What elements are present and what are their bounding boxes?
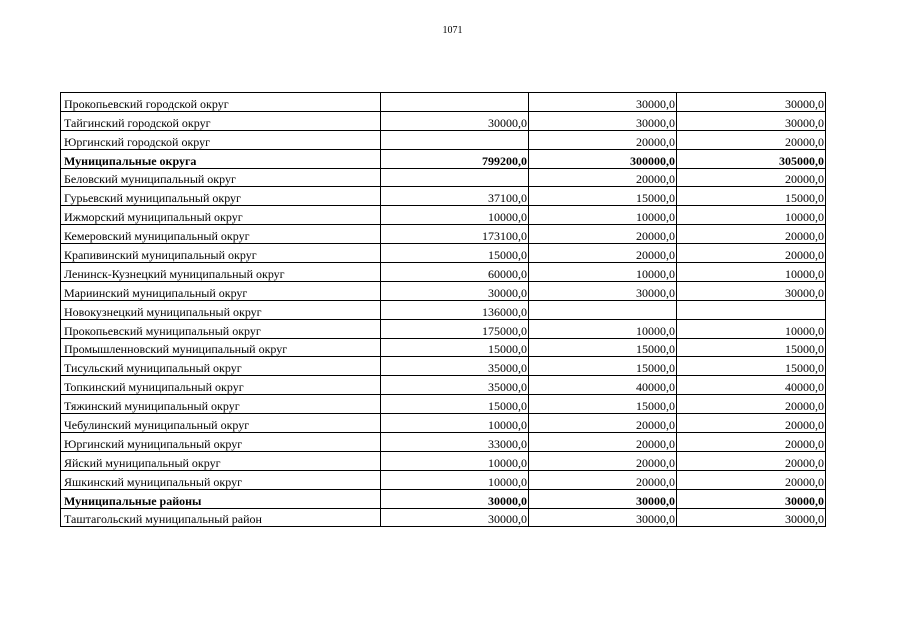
table-row xyxy=(61,206,826,225)
municipality-name-cell: Юргинский городской округ xyxy=(61,130,381,149)
amount-cell-col2: 40000,0 xyxy=(529,376,677,395)
municipality-name-cell: Мариинский муниципальный округ xyxy=(61,281,381,300)
amount-cell-col2: 20000,0 xyxy=(529,130,677,149)
amount-cell-col3 xyxy=(677,300,826,319)
table-body xyxy=(61,93,826,527)
table-row xyxy=(61,111,826,130)
amount-cell-col1: 10000,0 xyxy=(381,451,529,470)
amount-cell-col2: 15000,0 xyxy=(529,395,677,414)
amount-cell-col1: 35000,0 xyxy=(381,357,529,376)
table-row xyxy=(61,357,826,376)
amount-cell-col1: 30000,0 xyxy=(381,111,529,130)
amount-cell-col3: 15000,0 xyxy=(677,357,826,376)
table-row xyxy=(61,225,826,244)
amount-cell-col2: 30000,0 xyxy=(529,93,677,112)
amount-cell-col2: 20000,0 xyxy=(529,433,677,452)
amount-cell-col2: 30000,0 xyxy=(529,281,677,300)
amount-cell-col3: 15000,0 xyxy=(677,187,826,206)
amount-cell-col1: 30000,0 xyxy=(381,281,529,300)
table-row xyxy=(61,338,826,357)
table-group-row xyxy=(61,489,826,508)
amount-cell-col2: 20000,0 xyxy=(529,414,677,433)
amount-cell-col2 xyxy=(529,300,677,319)
municipality-name-cell: Тяжинский муниципальный округ xyxy=(61,395,381,414)
amount-cell-col3: 15000,0 xyxy=(677,338,826,357)
municipality-name-cell: Топкинский муниципальный округ xyxy=(61,376,381,395)
municipality-name-cell: Яйский муниципальный округ xyxy=(61,451,381,470)
amount-cell-col3: 30000,0 xyxy=(677,489,826,508)
amount-cell-col1: 10000,0 xyxy=(381,206,529,225)
table-group-row xyxy=(61,149,826,168)
municipality-name-cell: Тайгинский городской округ xyxy=(61,111,381,130)
amount-cell-col1 xyxy=(381,93,529,112)
amount-cell-col3: 20000,0 xyxy=(677,433,826,452)
table-row xyxy=(61,263,826,282)
amount-cell-col1: 33000,0 xyxy=(381,433,529,452)
municipality-name-cell: Новокузнецкий муниципальный округ xyxy=(61,300,381,319)
table-row xyxy=(61,244,826,263)
amount-cell-col2: 300000,0 xyxy=(529,149,677,168)
amount-cell-col1: 30000,0 xyxy=(381,508,529,527)
table-row xyxy=(61,470,826,489)
amount-cell-col3: 20000,0 xyxy=(677,168,826,187)
amount-cell-col1: 175000,0 xyxy=(381,319,529,338)
amount-cell-col3: 10000,0 xyxy=(677,319,826,338)
municipality-name-cell: Прокопьевский муниципальный округ xyxy=(61,319,381,338)
table-row xyxy=(61,130,826,149)
amount-cell-col3: 30000,0 xyxy=(677,508,826,527)
amount-cell-col3: 20000,0 xyxy=(677,225,826,244)
amount-cell-col2: 15000,0 xyxy=(529,338,677,357)
municipality-name-cell: Ижморский муниципальный округ xyxy=(61,206,381,225)
municipality-name-cell: Кемеровский муниципальный округ xyxy=(61,225,381,244)
amount-cell-col1: 60000,0 xyxy=(381,263,529,282)
table-row xyxy=(61,451,826,470)
amount-cell-col1: 173100,0 xyxy=(381,225,529,244)
amount-cell-col3: 20000,0 xyxy=(677,395,826,414)
amount-cell-col2: 10000,0 xyxy=(529,263,677,282)
amount-cell-col2: 15000,0 xyxy=(529,187,677,206)
amount-cell-col1 xyxy=(381,130,529,149)
amount-cell-col1: 15000,0 xyxy=(381,338,529,357)
amount-cell-col2: 20000,0 xyxy=(529,168,677,187)
municipality-name-cell: Муниципальные округа xyxy=(61,149,381,168)
amount-cell-col3: 20000,0 xyxy=(677,244,826,263)
amount-cell-col2: 30000,0 xyxy=(529,489,677,508)
amount-cell-col2: 15000,0 xyxy=(529,357,677,376)
amount-cell-col3: 10000,0 xyxy=(677,263,826,282)
municipality-name-cell: Чебулинский муниципальный округ xyxy=(61,414,381,433)
municipality-name-cell: Таштагольский муниципальный район xyxy=(61,508,381,527)
table-row xyxy=(61,376,826,395)
municipality-name-cell: Беловский муниципальный округ xyxy=(61,168,381,187)
amount-cell-col3: 30000,0 xyxy=(677,281,826,300)
table-row xyxy=(61,300,826,319)
municipality-name-cell: Гурьевский муниципальный округ xyxy=(61,187,381,206)
table-row xyxy=(61,433,826,452)
amount-cell-col3: 40000,0 xyxy=(677,376,826,395)
amount-cell-col1: 15000,0 xyxy=(381,395,529,414)
amount-cell-col2: 20000,0 xyxy=(529,225,677,244)
table-row xyxy=(61,414,826,433)
table-row xyxy=(61,93,826,112)
amount-cell-col2: 20000,0 xyxy=(529,244,677,263)
amount-cell-col3: 20000,0 xyxy=(677,130,826,149)
municipality-name-cell: Тисульский муниципальный округ xyxy=(61,357,381,376)
amount-cell-col3: 20000,0 xyxy=(677,414,826,433)
amount-cell-col1: 15000,0 xyxy=(381,244,529,263)
amount-cell-col1: 10000,0 xyxy=(381,414,529,433)
amount-cell-col3: 30000,0 xyxy=(677,111,826,130)
municipality-name-cell: Крапивинский муниципальный округ xyxy=(61,244,381,263)
amount-cell-col1: 10000,0 xyxy=(381,470,529,489)
municipality-name-cell: Прокопьевский городской округ xyxy=(61,93,381,112)
amount-cell-col3: 20000,0 xyxy=(677,470,826,489)
amount-cell-col1: 30000,0 xyxy=(381,489,529,508)
table-row xyxy=(61,395,826,414)
table-row xyxy=(61,281,826,300)
table-row xyxy=(61,508,826,527)
municipality-name-cell: Яшкинский муниципальный округ xyxy=(61,470,381,489)
table-row xyxy=(61,168,826,187)
amount-cell-col3: 20000,0 xyxy=(677,451,826,470)
amount-cell-col2: 10000,0 xyxy=(529,319,677,338)
amount-cell-col1: 37100,0 xyxy=(381,187,529,206)
municipality-name-cell: Муниципальные районы xyxy=(61,489,381,508)
amount-cell-col3: 305000,0 xyxy=(677,149,826,168)
amount-cell-col2: 20000,0 xyxy=(529,470,677,489)
amount-cell-col2: 20000,0 xyxy=(529,451,677,470)
amount-cell-col1 xyxy=(381,168,529,187)
municipality-name-cell: Промышленновский муниципальный округ xyxy=(61,338,381,357)
amount-cell-col3: 30000,0 xyxy=(677,93,826,112)
amount-cell-col2: 30000,0 xyxy=(529,508,677,527)
amount-cell-col2: 10000,0 xyxy=(529,206,677,225)
municipality-name-cell: Ленинск-Кузнецкий муниципальный округ xyxy=(61,263,381,282)
table-row xyxy=(61,319,826,338)
table-row xyxy=(61,187,826,206)
amount-cell-col1: 799200,0 xyxy=(381,149,529,168)
amount-cell-col1: 136000,0 xyxy=(381,300,529,319)
amount-cell-col1: 35000,0 xyxy=(381,376,529,395)
budget-table xyxy=(60,92,826,527)
municipality-name-cell: Юргинский муниципальный округ xyxy=(61,433,381,452)
amount-cell-col3: 10000,0 xyxy=(677,206,826,225)
page-number: 1071 xyxy=(442,25,463,36)
amount-cell-col2: 30000,0 xyxy=(529,111,677,130)
